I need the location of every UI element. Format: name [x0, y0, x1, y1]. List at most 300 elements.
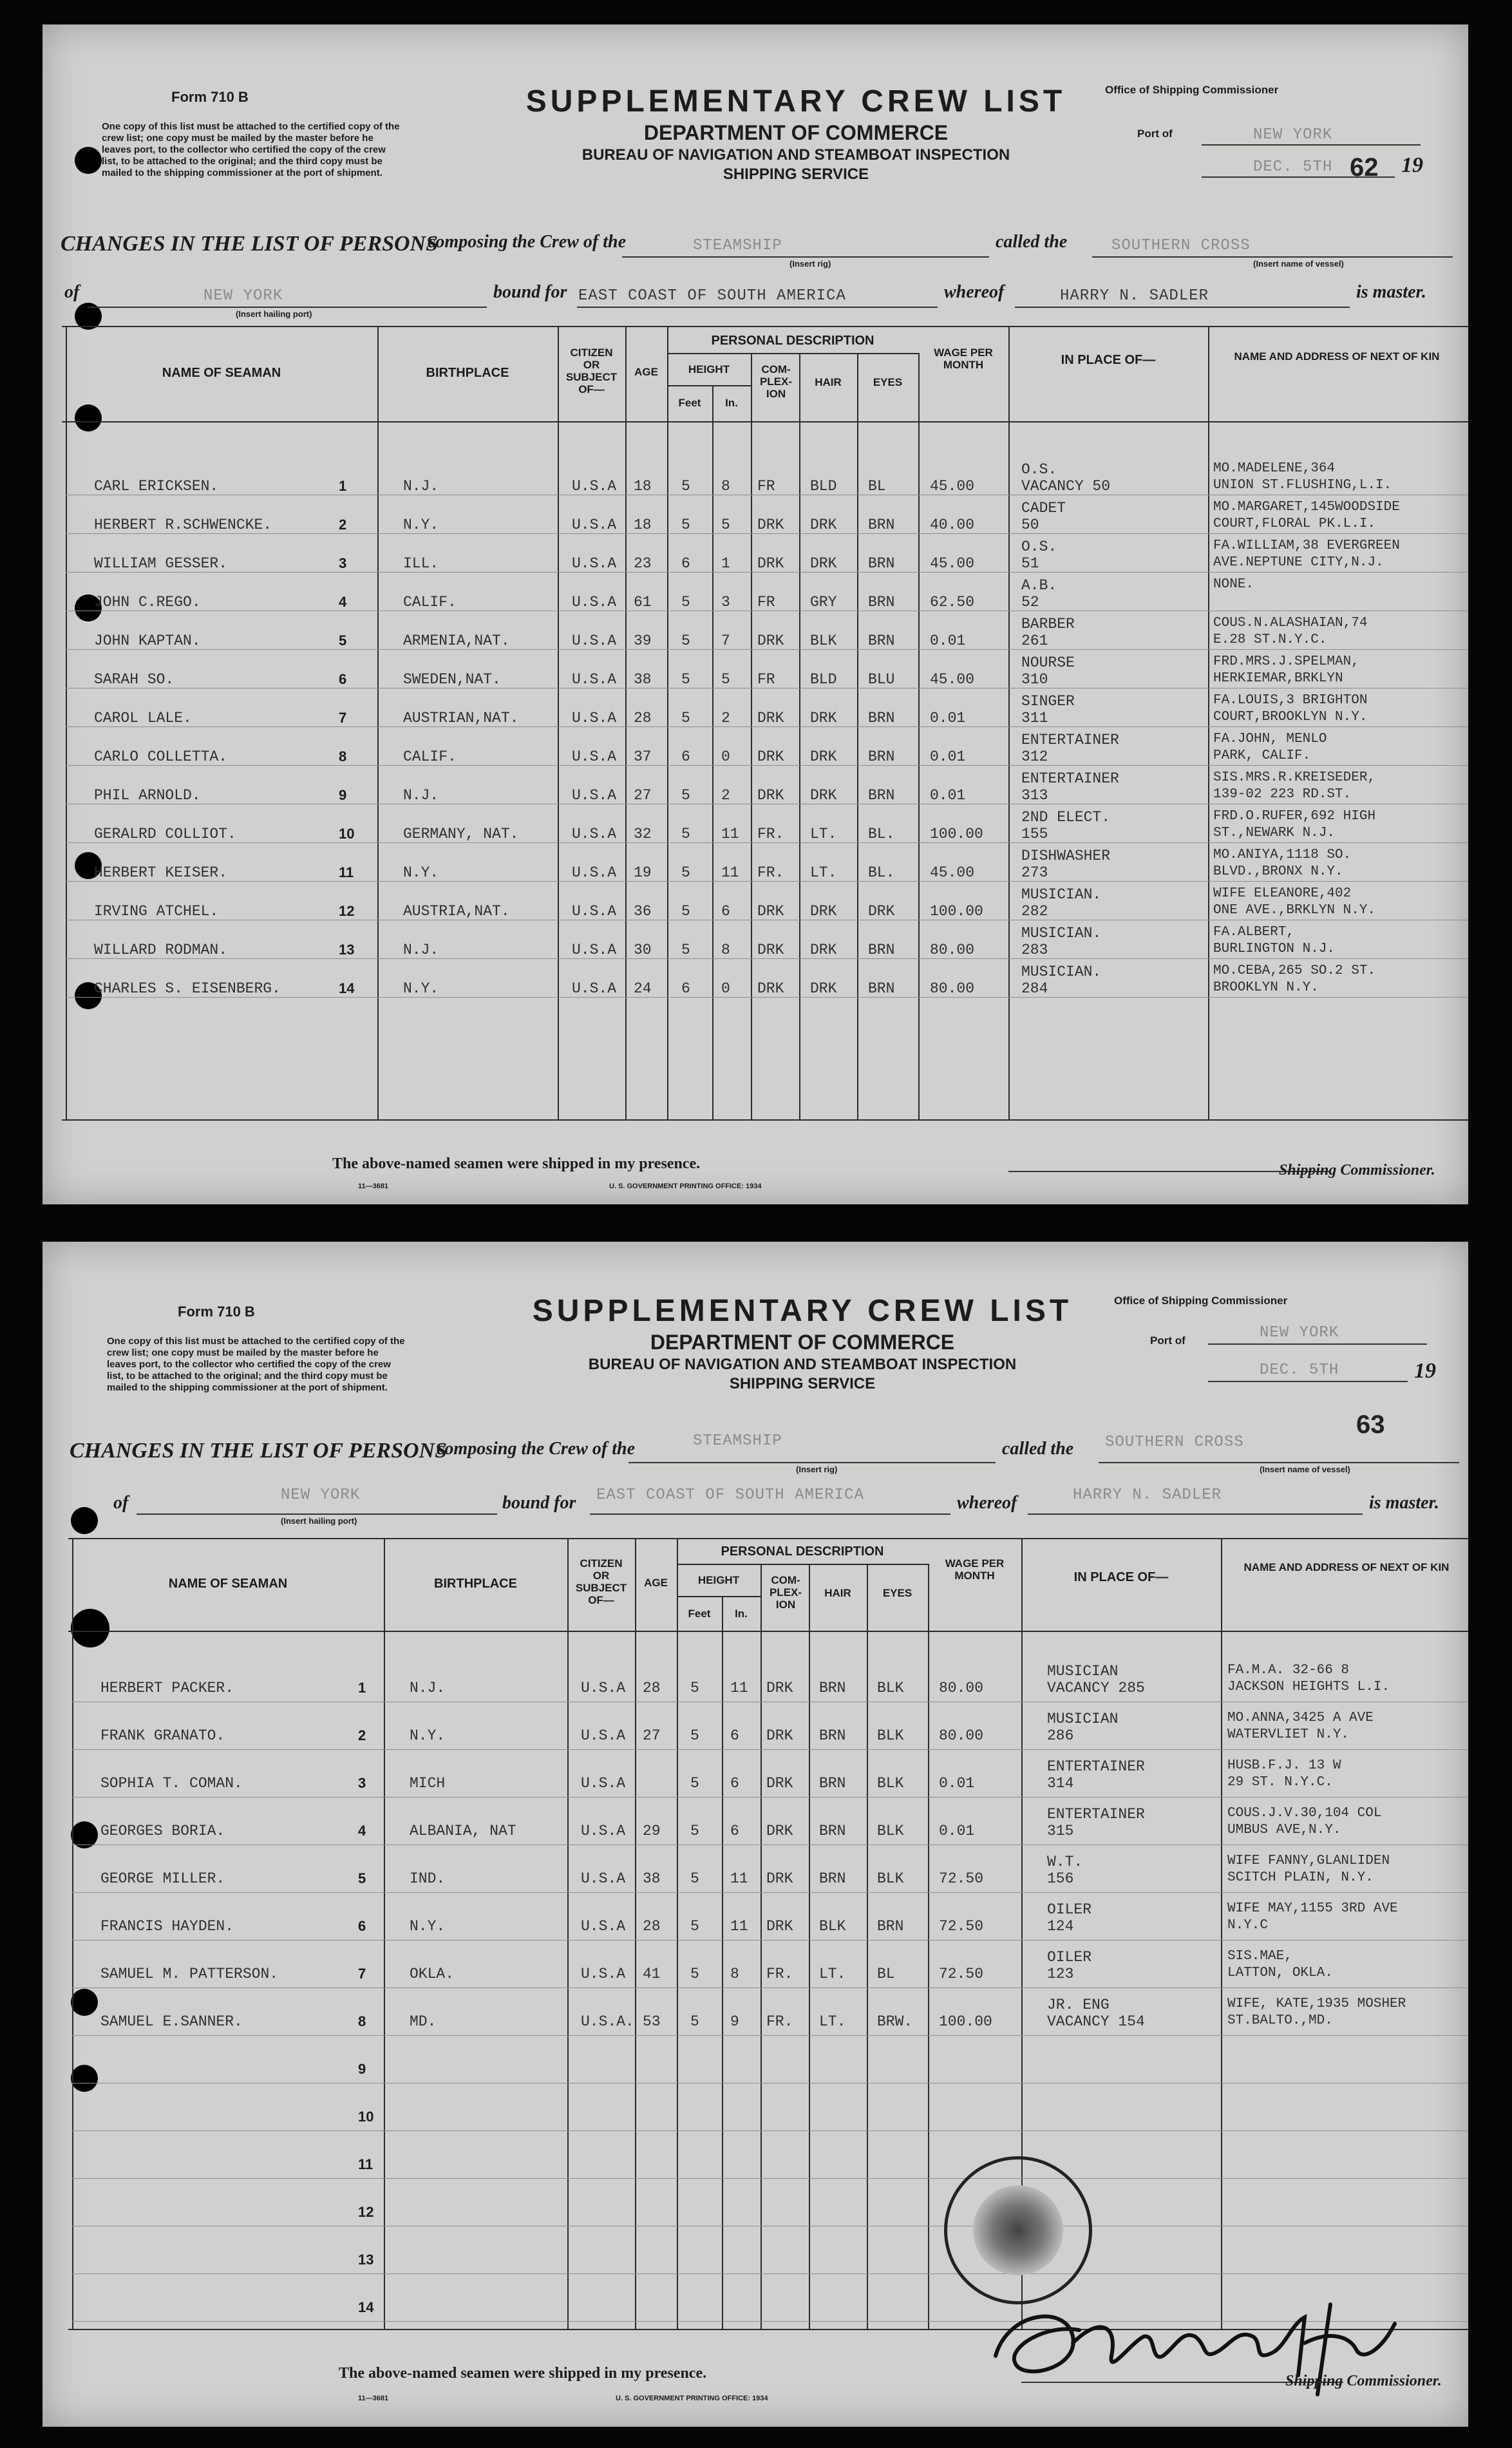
eyes: BRN — [868, 555, 895, 572]
birthplace: ALBANIA, NAT — [410, 1823, 516, 1839]
wage: 100.00 — [930, 903, 983, 920]
eyes: BRN — [877, 1918, 904, 1935]
rig-value: STEAMSHIP — [693, 237, 782, 254]
birthplace: N.Y. — [403, 517, 439, 533]
height-inches: 11 — [730, 1680, 748, 1696]
citizenship: U.S.A — [572, 787, 617, 804]
height-feet: 6 — [681, 980, 690, 997]
hair: DRK — [810, 710, 837, 726]
header-in-place-of: IN PLACE OF— — [1073, 1570, 1169, 1584]
birthplace: AUSTRIAN,NAT. — [403, 710, 519, 726]
printing-office-imprint: U. S. GOVERNMENT PRINTING OFFICE: 1934 — [609, 1182, 762, 1190]
birthplace: GERMANY, NAT. — [403, 826, 519, 842]
year-prefix: 19 — [1401, 153, 1423, 177]
in-place-of-line-2: 261 — [1021, 632, 1048, 649]
age: 18 — [634, 517, 652, 533]
changes-label: CHANGES IN THE LIST OF PERSONS — [70, 1439, 448, 1463]
next-of-kin-line-1: HUSB.F.J. 13 W — [1227, 1758, 1341, 1773]
wage: 72.50 — [939, 1966, 984, 1982]
wage: 0.01 — [939, 1775, 975, 1792]
eyes: BL. — [868, 864, 895, 881]
in-place-of-line-2: 313 — [1021, 787, 1048, 804]
seaman-name: CHARLES S. EISENBERG. — [94, 980, 281, 997]
age: 29 — [643, 1823, 661, 1839]
form-imprint-number: 11—3681 — [358, 2395, 389, 2402]
hair: DRK — [810, 748, 837, 765]
next-of-kin-line-1: MO.ANNA,3425 A AVE — [1227, 1711, 1374, 1725]
row-number: 4 — [358, 1823, 366, 1839]
row-number: 13 — [358, 2252, 374, 2268]
height-inches: 3 — [721, 594, 730, 611]
birthplace: AUSTRIA,NAT. — [403, 903, 510, 920]
citizenship: U.S.A — [572, 710, 617, 726]
home-port-hint: (Insert hailing port) — [281, 1516, 357, 1526]
vessel-value: SOUTHERN CROSS — [1111, 237, 1251, 254]
age: 61 — [634, 594, 652, 611]
next-of-kin-line-2: ST.BALTO.,MD. — [1227, 2013, 1333, 2028]
hair: DRK — [810, 942, 837, 958]
complexion: DRK — [757, 710, 784, 726]
hair: DRK — [810, 787, 837, 804]
seaman-name: CAROL LALE. — [94, 710, 192, 726]
composing-label: composing the Crew of the — [437, 1439, 636, 1459]
eyes: BRN — [868, 942, 895, 958]
wage: 100.00 — [930, 826, 983, 842]
hair: DRK — [810, 517, 837, 533]
in-place-of-line-1: MUSICIAN. — [1021, 963, 1102, 980]
age: 36 — [634, 903, 652, 920]
header-height: HEIGHT — [697, 1574, 740, 1586]
service-name: SHIPPING SERVICE — [723, 166, 869, 183]
in-place-of-line-1: A.B. — [1021, 577, 1057, 594]
in-place-of-line-2: 283 — [1021, 942, 1048, 958]
in-place-of-line-1: NOURSE — [1021, 654, 1075, 671]
hair: LT. — [810, 864, 837, 881]
height-feet: 5 — [690, 1680, 699, 1696]
next-of-kin-line-2: 139-02 223 RD.ST. — [1213, 787, 1352, 802]
called-label: called the — [1002, 1439, 1074, 1459]
punch-hole — [71, 1609, 109, 1647]
complexion: FR. — [766, 1966, 793, 1982]
citizenship: U.S.A. — [581, 2013, 634, 2030]
next-of-kin-line-2: ST.,NEWARK N.J. — [1213, 826, 1336, 840]
height-inches: 2 — [721, 710, 730, 726]
hair: LT. — [819, 1966, 846, 1982]
age: 28 — [643, 1680, 661, 1696]
wage: 45.00 — [930, 478, 975, 495]
header-name: NAME OF SEAMAN — [168, 1577, 288, 1591]
in-place-of-line-1: SINGER — [1021, 693, 1075, 710]
master-value: HARRY N. SADLER — [1060, 287, 1209, 305]
department-name: DEPARTMENT OF COMMERCE — [650, 1331, 955, 1354]
age: 19 — [634, 864, 652, 881]
seaman-name: GEORGE MILLER. — [100, 1870, 225, 1887]
citizenship: U.S.A — [572, 555, 617, 572]
next-of-kin-line-1: NONE. — [1213, 577, 1254, 592]
year-prefix: 19 — [1414, 1359, 1436, 1383]
citizenship: U.S.A — [572, 632, 617, 649]
row-number: 6 — [339, 671, 347, 687]
row-number: 1 — [339, 478, 347, 494]
height-feet: 5 — [681, 671, 690, 688]
hair: BRN — [819, 1680, 846, 1696]
wage: 45.00 — [930, 864, 975, 881]
seaman-name: JOHN C.REGO. — [94, 594, 201, 611]
hair: LT. — [810, 826, 837, 842]
wage: 0.01 — [930, 787, 966, 804]
in-place-of-line-1: ENTERTAINER — [1021, 732, 1119, 748]
row-number: 3 — [358, 1775, 366, 1791]
seaman-name: SAMUEL M. PATTERSON. — [100, 1966, 279, 1982]
wage: 45.00 — [930, 555, 975, 572]
in-place-of-line-2: 314 — [1047, 1775, 1074, 1792]
eyes: BLK — [877, 1823, 904, 1839]
rig-hint: (Insert rig) — [796, 1465, 838, 1474]
birthplace: MD. — [410, 2013, 437, 2030]
hair: BRN — [819, 1775, 846, 1792]
in-place-of-line-2: 315 — [1047, 1823, 1074, 1839]
height-inches: 7 — [721, 632, 730, 649]
of-label: of — [113, 1493, 129, 1513]
eyes: BRN — [868, 517, 895, 533]
complexion: FR. — [757, 864, 784, 881]
next-of-kin-line-2: COURT,BROOKLYN N.Y. — [1213, 710, 1368, 725]
birthplace: N.J. — [410, 1680, 446, 1696]
wage: 80.00 — [930, 942, 975, 958]
shipped-statement: The above-named seamen were shipped in my presence. — [339, 2365, 707, 2382]
eyes: BLK — [877, 1870, 904, 1887]
next-of-kin-line-2: UNION ST.FLUSHING,L.I. — [1213, 478, 1392, 493]
height-feet: 5 — [681, 478, 690, 495]
next-of-kin-line-1: FRD.MRS.J.SPELMAN, — [1213, 654, 1359, 669]
age: 38 — [634, 671, 652, 688]
next-of-kin-line-1: FA.LOUIS,3 BRIGHTON — [1213, 693, 1368, 708]
next-of-kin-line-1: WIFE FANNY,GLANLIDEN — [1227, 1854, 1390, 1868]
hair: GRY — [810, 594, 837, 611]
crew-list-page-62 — [43, 24, 1468, 1204]
height-feet: 5 — [690, 1870, 699, 1887]
row-number: 12 — [339, 903, 355, 919]
in-place-of-line-1: O.S. — [1021, 461, 1057, 478]
vessel-value: SOUTHERN CROSS — [1105, 1434, 1244, 1451]
age: 27 — [634, 787, 652, 804]
age: 28 — [634, 710, 652, 726]
master-value: HARRY N. SADLER — [1073, 1486, 1222, 1504]
bureau-name: BUREAU OF NAVIGATION AND STEAMBOAT INSPECTION — [581, 146, 1010, 164]
in-place-of-line-2: VACANCY 50 — [1021, 478, 1111, 495]
height-inches: 6 — [730, 1823, 739, 1839]
row-number: 2 — [339, 517, 347, 533]
port-value: NEW YORK — [1253, 126, 1333, 144]
citizenship: U.S.A — [572, 478, 617, 495]
header-age: AGE — [644, 1577, 668, 1589]
row-number: 5 — [339, 632, 347, 649]
form-title: SUPPLEMENTARY CREW LIST — [532, 1294, 1073, 1328]
header-complexion: COM- PLEX- ION — [769, 1574, 802, 1611]
height-inches: 6 — [721, 903, 730, 920]
row-number: 14 — [339, 980, 355, 996]
age: 38 — [643, 1870, 661, 1887]
next-of-kin-line-1: COUS.N.ALASHAIAN,74 — [1213, 616, 1368, 631]
age: 53 — [643, 2013, 661, 2030]
header-eyes: EYES — [873, 376, 903, 388]
height-inches: 6 — [730, 1727, 739, 1744]
hair: BLK — [810, 632, 837, 649]
header-age: AGE — [634, 366, 658, 378]
next-of-kin-line-2: UMBUS AVE,N.Y. — [1227, 1823, 1341, 1837]
height-inches: 11 — [730, 1918, 748, 1935]
row-number: 12 — [358, 2204, 374, 2220]
in-place-of-line-2: 156 — [1047, 1870, 1074, 1887]
birthplace: N.Y. — [403, 980, 439, 997]
eyes: BLK — [877, 1727, 904, 1744]
birthplace: ARMENIA,NAT. — [403, 632, 510, 649]
header-citizen: CITIZEN OR SUBJECT OF— — [565, 346, 618, 395]
row-number: 7 — [358, 1966, 366, 1982]
birthplace: N.Y. — [410, 1727, 446, 1744]
eyes: BL — [868, 478, 886, 495]
row-number: 3 — [339, 555, 347, 571]
complexion: DRK — [766, 1870, 793, 1887]
in-place-of-line-1: OILER — [1047, 1949, 1092, 1966]
vessel-hint: (Insert name of vessel) — [1253, 259, 1344, 269]
next-of-kin-line-1: SIS.MAE, — [1227, 1949, 1292, 1964]
in-place-of-line-1: JR. ENG — [1047, 1997, 1110, 2013]
in-place-of-line-2: 286 — [1047, 1727, 1074, 1744]
height-inches: 0 — [721, 748, 730, 765]
in-place-of-line-1: ENTERTAINER — [1021, 770, 1119, 787]
seaman-name: GEORGES BORIA. — [100, 1823, 225, 1839]
next-of-kin-line-2: LATTON, OKLA. — [1227, 1966, 1333, 1980]
form-number: Form 710 B — [171, 89, 249, 105]
wage: 72.50 — [939, 1870, 984, 1887]
row-number: 9 — [358, 2061, 366, 2077]
birthplace: ILL. — [403, 555, 439, 572]
header-personal-description: PERSONAL DESCRIPTION — [721, 1544, 884, 1559]
header-wage: WAGE PER MONTH — [945, 1557, 1005, 1582]
in-place-of-line-2: 312 — [1021, 748, 1048, 765]
next-of-kin-line-2: WATERVLIET N.Y. — [1227, 1727, 1350, 1742]
vessel-hint: (Insert name of vessel) — [1260, 1465, 1350, 1474]
eyes: BRN — [868, 594, 895, 611]
height-inches: 5 — [721, 671, 730, 688]
eyes: BRN — [868, 632, 895, 649]
next-of-kin-line-2: HERKIEMAR,BRKLYN — [1213, 671, 1343, 686]
citizenship: U.S.A — [572, 826, 617, 842]
complexion: DRK — [757, 555, 784, 572]
age: 37 — [634, 748, 652, 765]
row-number: 11 — [358, 2156, 373, 2172]
complexion: DRK — [757, 632, 784, 649]
port-label: Port of — [1150, 1334, 1186, 1347]
punch-hole — [71, 1507, 98, 1534]
height-inches: 8 — [730, 1966, 739, 1982]
header-eyes: EYES — [882, 1587, 912, 1599]
wage: 0.01 — [939, 1823, 975, 1839]
in-place-of-line-1: OILER — [1047, 1901, 1092, 1918]
next-of-kin-line-1: FRD.O.RUFER,692 HIGH — [1213, 809, 1376, 824]
next-of-kin-line-2: SCITCH PLAIN, N.Y. — [1227, 1870, 1374, 1885]
next-of-kin-line-2: BROOKLYN N.Y. — [1213, 980, 1319, 995]
wage: 80.00 — [939, 1727, 984, 1744]
eyes: BRN — [868, 710, 895, 726]
citizenship: U.S.A — [572, 903, 617, 920]
next-of-kin-line-1: FA.JOHN, MENLO — [1213, 732, 1327, 746]
next-of-kin-line-2: E.28 ST.N.Y.C. — [1213, 632, 1327, 647]
age: 27 — [643, 1727, 661, 1744]
header-birthplace: BIRTHPLACE — [426, 366, 509, 380]
height-feet: 5 — [690, 1966, 699, 1982]
height-feet: 5 — [690, 1918, 699, 1935]
master-label: is master. — [1369, 1493, 1439, 1513]
composing-label: composing the Crew of the — [428, 232, 627, 252]
birthplace: OKLA. — [410, 1966, 455, 1982]
birthplace: N.J. — [403, 787, 439, 804]
complexion: FR. — [757, 826, 784, 842]
age: 28 — [643, 1918, 661, 1935]
of-label: of — [64, 282, 80, 302]
next-of-kin-line-1: MO.ANIYA,1118 SO. — [1213, 848, 1352, 862]
height-feet: 5 — [681, 517, 690, 533]
complexion: DRK — [757, 903, 784, 920]
height-inches: 6 — [730, 1775, 739, 1792]
row-number: 10 — [358, 2109, 374, 2125]
in-place-of-line-1: O.S. — [1021, 538, 1057, 555]
height-inches: 8 — [721, 942, 730, 958]
citizenship: U.S.A — [581, 1727, 626, 1744]
complexion: DRK — [766, 1775, 793, 1792]
next-of-kin-line-1: MO.CEBA,265 SO.2 ST. — [1213, 963, 1376, 978]
citizenship: U.S.A — [581, 1680, 626, 1696]
row-number: 13 — [339, 942, 355, 958]
header-in-place-of: IN PLACE OF— — [1061, 353, 1156, 367]
next-of-kin-line-2: AVE.NEPTUNE CITY,N.J. — [1213, 555, 1384, 570]
age: 24 — [634, 980, 652, 997]
in-place-of-line-1: CADET — [1021, 500, 1066, 517]
header-feet: Feet — [688, 1608, 711, 1620]
eyes: BL. — [868, 826, 895, 842]
hair: LT. — [819, 2013, 846, 2030]
seaman-name: HERBERT PACKER. — [100, 1680, 234, 1696]
in-place-of-line-2: 155 — [1021, 826, 1048, 842]
seaman-name: WILLIAM GESSER. — [94, 555, 228, 572]
citizenship: U.S.A — [572, 942, 617, 958]
row-number: 4 — [339, 594, 347, 610]
in-place-of-line-2: VACANCY 285 — [1047, 1680, 1145, 1696]
next-of-kin-line-2: ONE AVE.,BRKLYN N.Y. — [1213, 903, 1376, 918]
height-feet: 5 — [681, 787, 690, 804]
citizenship: U.S.A — [581, 1966, 626, 1982]
header-inches: In. — [735, 1608, 748, 1620]
changes-label: CHANGES IN THE LIST OF PERSONS — [61, 232, 439, 256]
citizenship: U.S.A — [581, 1870, 626, 1887]
hair: BLD — [810, 478, 837, 495]
in-place-of-line-2: VACANCY 154 — [1047, 2013, 1145, 2030]
citizenship: U.S.A — [572, 671, 617, 688]
in-place-of-line-1: MUSICIAN — [1047, 1711, 1119, 1727]
next-of-kin-line-1: MO.MARGARET,145WOODSIDE — [1213, 500, 1400, 515]
header-personal-description: PERSONAL DESCRIPTION — [711, 334, 874, 348]
height-feet: 5 — [681, 594, 690, 611]
seaman-name: WILLARD RODMAN. — [94, 942, 228, 958]
seaman-name: SOPHIA T. COMAN. — [100, 1775, 243, 1792]
birthplace: CALIF. — [403, 748, 457, 765]
in-place-of-line-1: MUSICIAN. — [1021, 925, 1102, 942]
row-number: 9 — [339, 787, 347, 803]
called-label: called the — [996, 232, 1068, 252]
wage: 40.00 — [930, 517, 975, 533]
office-label: Office of Shipping Commissioner — [1105, 84, 1279, 96]
eyes: BLU — [868, 671, 895, 688]
hair: BLD — [810, 671, 837, 688]
punch-hole — [75, 147, 102, 174]
eyes: DRK — [868, 903, 895, 920]
height-feet: 5 — [681, 864, 690, 881]
form-title: SUPPLEMENTARY CREW LIST — [525, 84, 1066, 119]
age: 18 — [634, 478, 652, 495]
port-label: Port of — [1137, 128, 1173, 140]
eyes: BRN — [868, 787, 895, 804]
eyes: BRN — [868, 748, 895, 765]
whereof-label: whereof — [957, 1493, 1017, 1513]
citizenship: U.S.A — [581, 1823, 626, 1839]
seaman-name: CARL ERICKSEN. — [94, 478, 219, 495]
height-feet: 6 — [681, 748, 690, 765]
complexion: DRK — [766, 1727, 793, 1744]
in-place-of-line-2: 124 — [1047, 1918, 1074, 1935]
hair: BRN — [819, 1870, 846, 1887]
in-place-of-line-2: 310 — [1021, 671, 1048, 688]
next-of-kin-line-1: WIFE MAY,1155 3RD AVE — [1227, 1901, 1398, 1916]
wage: 0.01 — [930, 748, 966, 765]
complexion: DRK — [757, 980, 784, 997]
header-hair: HAIR — [824, 1587, 851, 1599]
eyes: BLK — [877, 1775, 904, 1792]
shipped-statement: The above-named seamen were shipped in my presence. — [332, 1155, 701, 1172]
citizenship: U.S.A — [581, 1775, 626, 1792]
master-label: is master. — [1356, 282, 1426, 302]
row-number: 1 — [358, 1680, 366, 1696]
seaman-name: GERALRD COLLIOT. — [94, 826, 236, 842]
home-port-hint: (Insert hailing port) — [236, 309, 312, 319]
in-place-of-line-2: 50 — [1021, 517, 1039, 533]
row-number: 7 — [339, 710, 347, 726]
seaman-name: FRANK GRANATO. — [100, 1727, 225, 1744]
birthplace: N.Y. — [403, 864, 439, 881]
eyes: BRW. — [877, 2013, 913, 2030]
height-inches: 2 — [721, 787, 730, 804]
age: 41 — [643, 1966, 661, 1982]
complexion: DRK — [766, 1918, 793, 1935]
in-place-of-line-2: 284 — [1021, 980, 1048, 997]
height-inches: 9 — [730, 2013, 739, 2030]
in-place-of-line-1: MUSICIAN — [1047, 1663, 1119, 1680]
wage: 0.01 — [930, 710, 966, 726]
header-citizen: CITIZEN OR SUBJECT OF— — [575, 1557, 627, 1606]
port-value: NEW YORK — [1260, 1324, 1339, 1342]
height-feet: 5 — [690, 1727, 699, 1744]
rig-hint: (Insert rig) — [789, 259, 831, 269]
wage: 0.01 — [930, 632, 966, 649]
next-of-kin-line-2: JACKSON HEIGHTS L.I. — [1227, 1680, 1390, 1694]
in-place-of-line-1: 2ND ELECT. — [1021, 809, 1111, 826]
whereof-label: whereof — [944, 282, 1005, 302]
seaman-name: SARAH SO. — [94, 671, 175, 688]
height-feet: 5 — [681, 826, 690, 842]
row-number: 6 — [358, 1918, 366, 1934]
punch-hole — [71, 1989, 98, 2016]
seaman-name: JOHN KAPTAN. — [94, 632, 201, 649]
